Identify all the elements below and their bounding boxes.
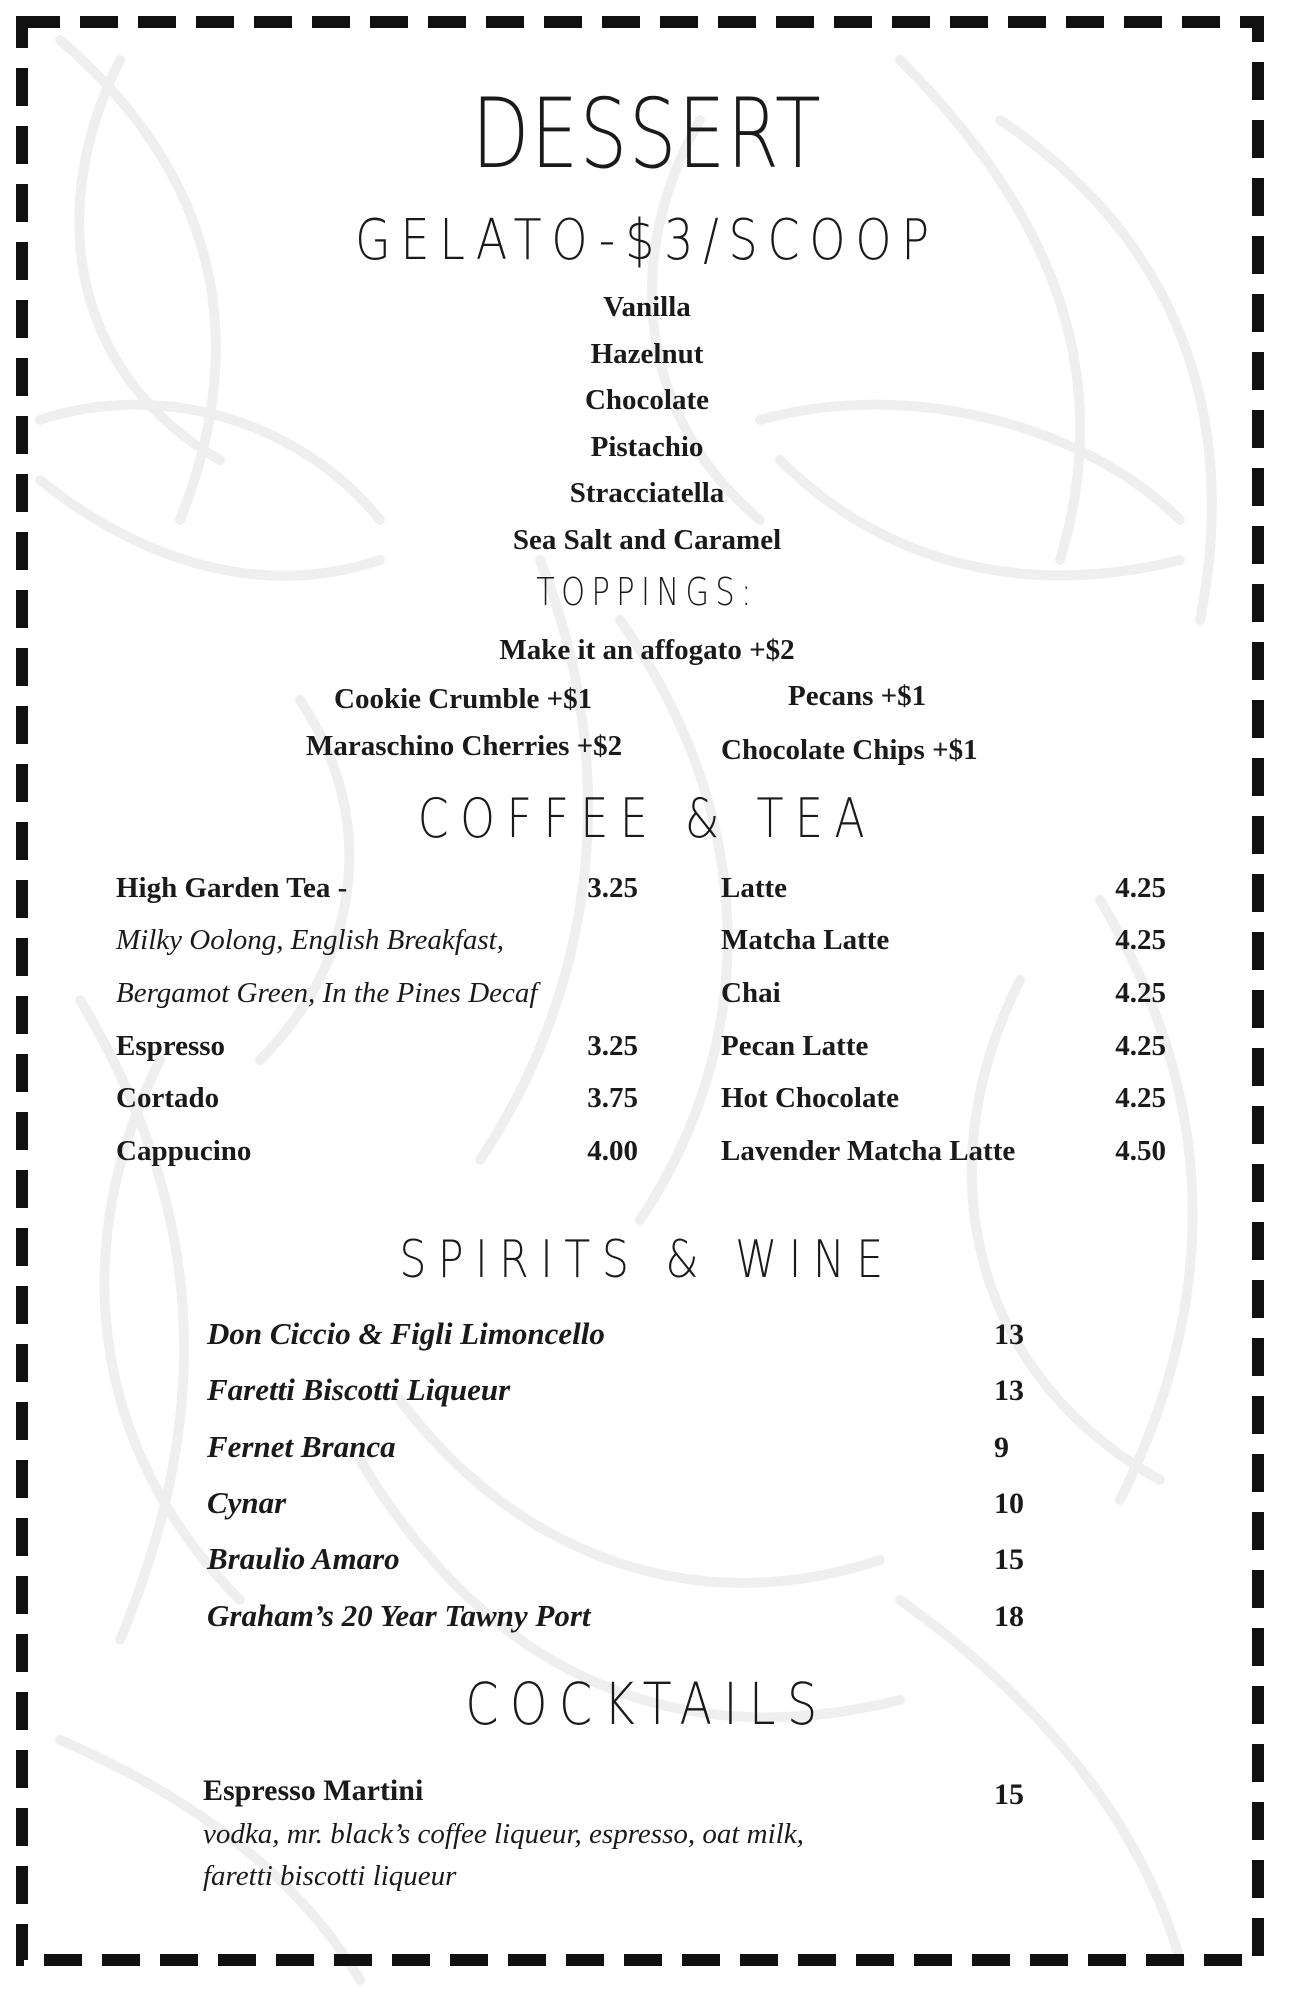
gelato-flavor: Hazelnut	[590, 337, 704, 370]
gelato-flavor: Vanilla	[603, 291, 691, 323]
spirit-price: 18	[994, 1600, 1024, 1633]
menu-item-price: 4.25	[1115, 872, 1166, 904]
gelato-flavor: Stracciatella	[569, 477, 725, 509]
menu-item-price: 4.25	[1115, 924, 1166, 956]
gelato-flavor: Chocolate	[584, 384, 710, 416]
coffee-tea-heading: COFFEE & TEA	[417, 787, 877, 850]
spirits-wine-heading: SPIRITS & WINE	[399, 1230, 895, 1290]
menu-item-name: Espresso	[116, 1030, 226, 1062]
menu-item-price: 3.25	[587, 1030, 638, 1062]
menu-item-price: 4.25	[1115, 1030, 1166, 1062]
menu-item-name: Latte	[721, 872, 788, 904]
spirit-name: Cynar	[207, 1485, 287, 1520]
topping-cookie-crumble: Cookie Crumble +$1	[334, 683, 593, 715]
cocktail-description: vodka, mr. black’s coffee liqueur, espresso, oat milk,	[203, 1818, 804, 1850]
menu-item-name: Hot Chocolate	[721, 1082, 899, 1114]
tea-note: Bergamot Green, In the Pines Decaf	[116, 977, 538, 1009]
menu-item-name: Matcha Latte	[721, 924, 890, 956]
topping-chocolate-chips: Chocolate Chips +$1	[721, 734, 978, 766]
topping-affogato: Make it an affogato +$2	[499, 634, 795, 666]
menu-item-name: Cortado	[116, 1082, 220, 1114]
spirit-price: 10	[994, 1487, 1024, 1520]
menu-item-price: 4.25	[1115, 977, 1166, 1009]
menu-item-price: 3.25	[587, 872, 638, 904]
spirit-name: Fernet Branca	[207, 1429, 396, 1464]
topping-maraschino-cherries: Maraschino Cherries +$2	[306, 730, 623, 762]
spirit-name: Don Ciccio & Figli Limoncello	[207, 1316, 605, 1351]
spirit-name: Faretti Biscotti Liqueur	[207, 1372, 511, 1407]
menu-item-price: 3.75	[587, 1082, 638, 1114]
menu-item-name: Lavender Matcha Latte	[721, 1135, 1016, 1167]
gelato-flavor: Pistachio	[590, 430, 704, 463]
cocktail-price: 15	[994, 1778, 1024, 1811]
menu-item-name: Cappucino	[116, 1135, 252, 1167]
cocktails-heading: COCKTAILS	[465, 1670, 829, 1738]
spirit-name: Graham’s 20 Year Tawny Port	[207, 1598, 591, 1633]
cocktail-name: Espresso Martini	[203, 1774, 424, 1807]
tea-note: Milky Oolong, English Breakfast,	[116, 924, 504, 956]
menu-item-name: Chai	[721, 977, 781, 1009]
menu-item-price: 4.00	[587, 1135, 638, 1167]
menu-item-name: Pecan Latte	[721, 1030, 869, 1062]
spirit-price: 13	[994, 1318, 1024, 1351]
menu-item-price: 4.25	[1115, 1082, 1166, 1114]
gelato-flavor: Sea Salt and Caramel	[512, 523, 782, 556]
gelato-heading: GELATO-$3/SCOOP	[355, 208, 939, 273]
cocktail-description: faretti biscotti liqueur	[203, 1860, 457, 1892]
toppings-heading: TOPPINGS:	[536, 570, 758, 614]
spirit-price: 15	[994, 1543, 1024, 1576]
spirit-price: 13	[994, 1374, 1024, 1407]
menu-item-price: 4.50	[1115, 1135, 1166, 1167]
gelato-flavor-list	[0, 284, 1294, 563]
topping-pecans: Pecans +$1	[788, 680, 927, 712]
menu-item-name: High Garden Tea -	[116, 872, 348, 904]
spirit-price: 9	[994, 1431, 1009, 1464]
spirit-name: Braulio Amaro	[207, 1541, 400, 1576]
page-title: DESSERT	[471, 78, 823, 190]
